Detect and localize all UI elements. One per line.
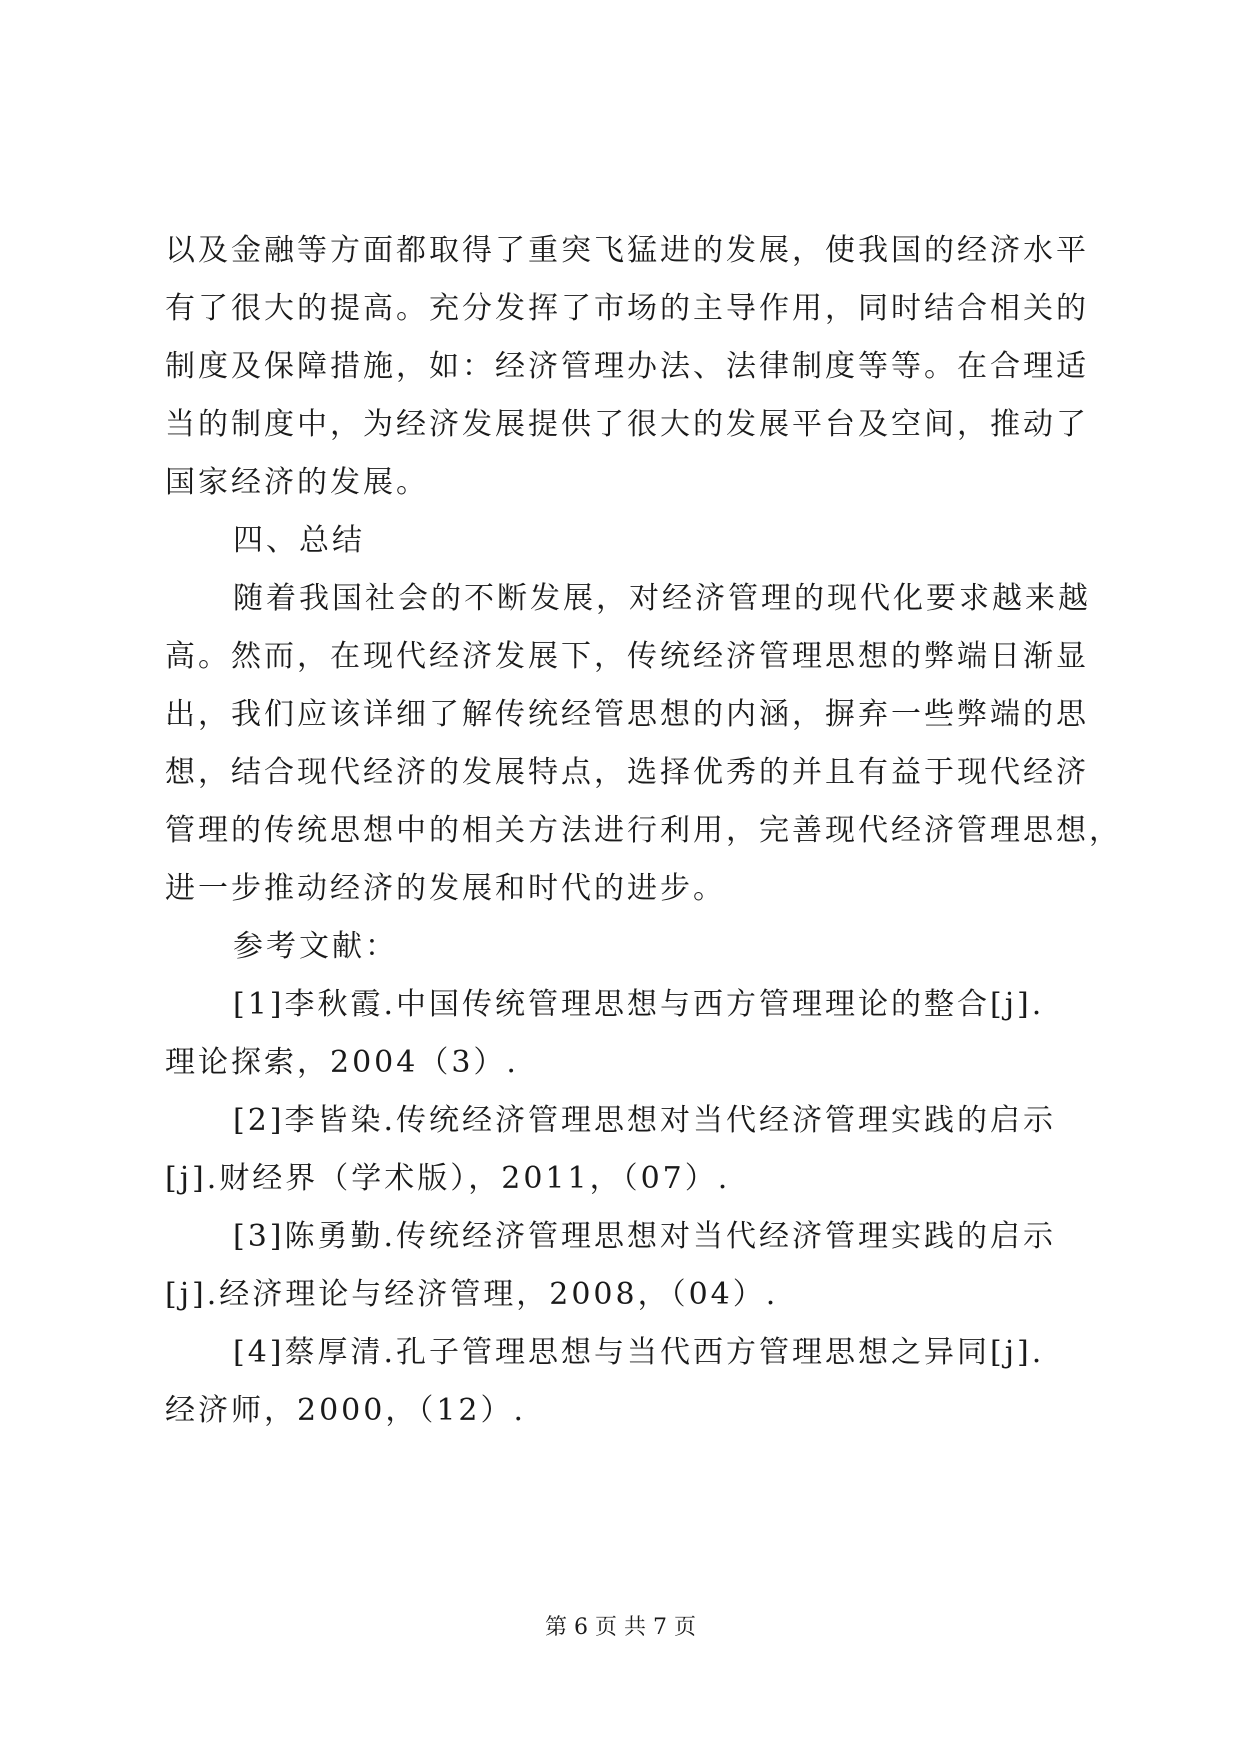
paragraph-line: 以及金融等方面都取得了重突飞猛进的发展，使我国的经济水平 [165, 233, 1089, 268]
body-text [165, 222, 1122, 1440]
reference-line: [j].经济理论与经济管理，2008，（04）. [165, 1277, 779, 1312]
reference-line: [j].财经界（学术版），2011，（07）. [165, 1161, 731, 1196]
paragraph-line: 高。然而，在现代经济发展下，传统经济管理思想的弊端日渐显 [165, 639, 1089, 674]
paragraph-line: 想，结合现代经济的发展特点，选择优秀的并且有益于现代经济 [165, 755, 1089, 790]
page-number-footer: 第 6 页 共 7 页 [545, 1615, 696, 1640]
paragraph-line: 国家经济的发展。 [165, 465, 429, 500]
reference-line: [2]李皆染.传统经济管理思想对当代经济管理实践的启示 [233, 1103, 1057, 1138]
paragraph-line: 出，我们应该详细了解传统经管思想的内涵，摒弃一些弊端的思 [165, 697, 1089, 732]
paragraph-line: 制度及保障措施，如：经济管理办法、法律制度等等。在合理适 [165, 349, 1089, 384]
paragraph-line: 有了很大的提高。充分发挥了市场的主导作用，同时结合相关的 [165, 291, 1089, 326]
reference-line: [4]蔡厚清.孔子管理思想与当代西方管理思想之异同[j]. [233, 1335, 1045, 1370]
reference-line: [1]李秋霞.中国传统管理思想与西方管理理论的整合[j]. [233, 987, 1045, 1022]
paragraph-line: 进一步推动经济的发展和时代的进步。 [165, 871, 726, 906]
paragraph-line: 管理的传统思想中的相关方法进行利用，完善现代经济管理思想， [165, 813, 1122, 848]
references-heading: 参考文献： [233, 929, 398, 964]
paragraph-line: 当的制度中，为经济发展提供了很大的发展平台及空间，推动了 [165, 407, 1089, 442]
reference-line: [3]陈勇勤.传统经济管理思想对当代经济管理实践的启示 [233, 1219, 1057, 1254]
section-heading: 四、总结 [233, 523, 365, 558]
reference-line: 理论探索，2004（3）. [165, 1045, 519, 1080]
reference-line: 经济师，2000，（12）. [165, 1393, 527, 1428]
paragraph-line: 随着我国社会的不断发展，对经济管理的现代化要求越来越 [233, 581, 1091, 616]
